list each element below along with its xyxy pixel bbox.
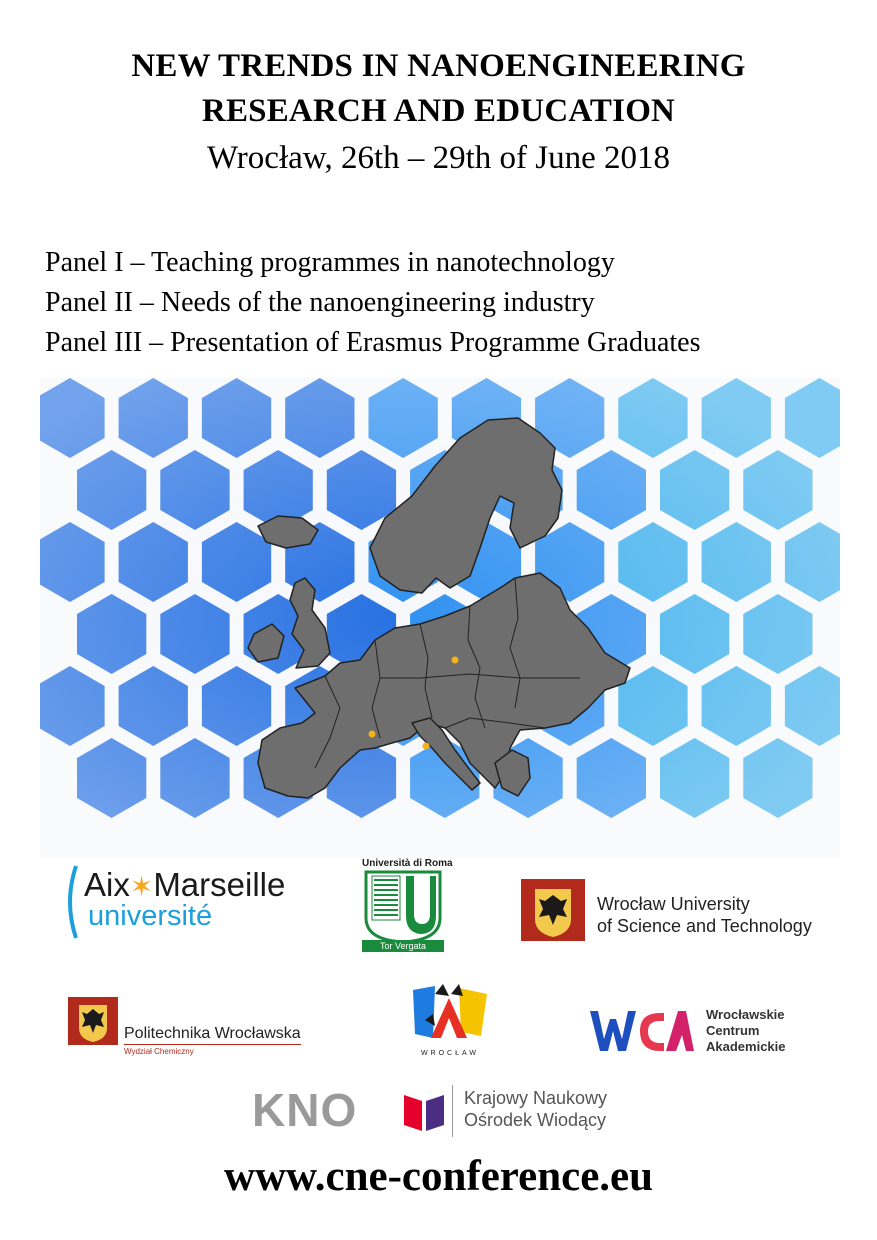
tor-vergata-bottom: Tor Vergata [362, 940, 444, 952]
tor-vergata-logo [362, 858, 453, 952]
aix-marseille-logo [64, 862, 294, 942]
amu-sub: université [88, 900, 213, 932]
hexagon-europe-map-illustration [40, 378, 840, 858]
kno-line-1: Krajowy Naukowy [464, 1088, 608, 1108]
politechnika-name: Politechnika Wrocławska [124, 1025, 301, 1045]
conference-website[interactable]: www.cne-conference.eu [223, 1153, 654, 1200]
marker-wroclaw [452, 657, 459, 664]
kno-line-2: Ośrodek Wiodący [464, 1110, 607, 1130]
title-line-1: NEW TRENDS IN NANOENGINEERING [131, 48, 746, 84]
tor-vergata-shield [362, 870, 444, 942]
wca-line-1: Wrocławskie [706, 1007, 785, 1022]
panel-item: Panel III – Presentation of Erasmus Programme Graduates [45, 327, 701, 358]
wca-line-2: Centrum [706, 1023, 760, 1038]
panel-list [45, 243, 700, 363]
politechnika-sub: Wydział Chemiczny [124, 1047, 194, 1056]
wroclaw-emblem [405, 980, 495, 1046]
kno-logo [252, 1083, 632, 1139]
marker-rome [423, 743, 430, 750]
pwr-logo [521, 879, 821, 943]
eagle-icon [521, 879, 585, 941]
panel-item: Panel II – Needs of the nanoengineering industry [45, 287, 595, 318]
tor-vergata-top: Università di Roma [362, 858, 453, 869]
eagle-icon [68, 997, 118, 1045]
wca-mark [590, 1009, 694, 1053]
book-icon [402, 1089, 446, 1133]
amu-name-left: Aix [84, 866, 130, 903]
divider [452, 1085, 453, 1137]
politechnika-logo [68, 997, 308, 1059]
title-line-2: RESEARCH AND EDUCATION [201, 93, 676, 129]
kno-mark: KNO [252, 1084, 358, 1136]
marker-marseille [369, 731, 376, 738]
event-date-location: Wrocław, 26th – 29th of June 2018 [206, 140, 671, 176]
amu-name-right: Marseille [153, 866, 286, 903]
wca-logo [590, 1005, 810, 1059]
panel-item: Panel I – Teaching programmes in nanotechnology [45, 247, 615, 278]
pwr-line-2: of Science and Technology [597, 916, 812, 936]
wroclaw-caption: WROCŁAW [420, 1050, 480, 1057]
wroclaw-city-logo [405, 980, 495, 1062]
star-icon: ✶ [129, 871, 154, 902]
bracket-mark [64, 864, 78, 940]
wca-line-3: Akademickie [706, 1039, 786, 1054]
pwr-line-1: Wrocław University [597, 894, 750, 914]
